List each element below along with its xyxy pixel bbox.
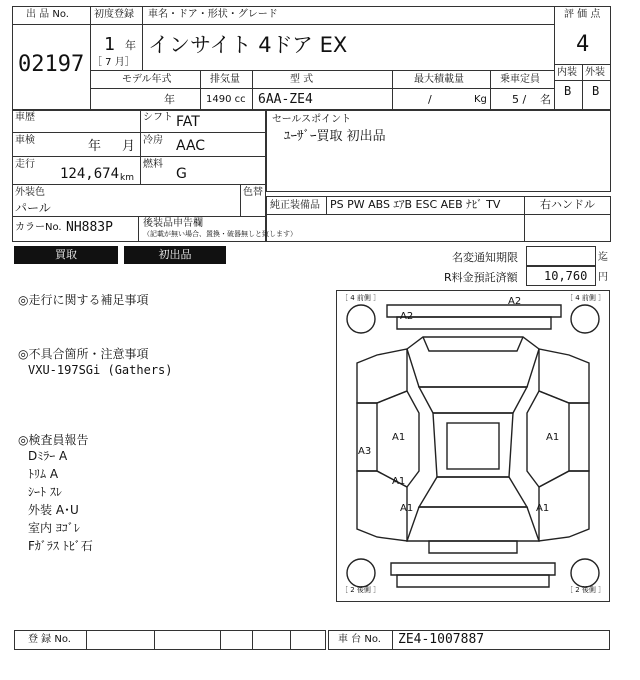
chassis-value: ZE4-1007887 <box>398 632 485 647</box>
color-no-value: NH883P <box>66 220 113 235</box>
damage-mark-left-front-door: A1 <box>392 432 406 443</box>
damage-mark-right-front-door: A1 <box>546 432 560 443</box>
inspector-line: Dﾐﾗｰ A <box>28 449 68 463</box>
interior-grade: B <box>564 84 572 98</box>
car-name: インサイト 4ドア EX <box>148 33 348 57</box>
inspection-label: 車検 <box>15 135 35 146</box>
aircon-label: 冷房 <box>143 135 163 146</box>
shift-value: FAT <box>176 114 200 130</box>
score-label: 評 価 点 <box>564 9 601 20</box>
exterior-grade: B <box>592 84 600 98</box>
car-outline-icon <box>337 291 609 601</box>
transfer-deadline-unit: 迄 <box>598 252 608 263</box>
history-label: 車歴 <box>15 112 35 123</box>
front-left-door-count: ［ 4 前側 ］ <box>341 294 381 302</box>
inspection-month: 月 <box>122 139 136 154</box>
ext-color-value: パール <box>15 201 51 215</box>
inspection-year: 年 <box>88 139 102 154</box>
capacity-value: 5 / <box>512 93 527 106</box>
rear-right-door-count: ［ 2 後側 ］ <box>566 586 606 594</box>
inspector-line: 室内 ﾖｺﾞﾚ <box>28 521 80 535</box>
exterior-grade-label: 外装 <box>585 67 605 78</box>
inspector-line: 外装 A･U <box>28 503 79 517</box>
first-registration-year: 1 <box>104 34 115 55</box>
damage-mark-left-rear-door: A1 <box>392 476 406 487</box>
inspector-line: Fｶﾞﾗｽ ﾄﾋﾞ石 <box>28 539 93 553</box>
recycle-fee-value: 10,760 <box>544 269 588 283</box>
lot-number: 02197 <box>18 52 85 77</box>
mileage-label: 走行 <box>15 159 35 170</box>
score-value: 4 <box>576 32 590 57</box>
first-listing-badge: 初出品 <box>124 246 226 264</box>
max-load-unit: Kg <box>474 94 487 105</box>
buyback-badge: 買取 <box>14 246 118 264</box>
inspector-line: ｼｰﾄ ｽﾚ <box>28 485 62 499</box>
max-load-label: 最大積載量 <box>414 74 464 85</box>
lot-label: 出 品 No. <box>26 9 69 20</box>
sales-point-value: ﾕｰｻﾞｰ買取 初出品 <box>284 129 386 144</box>
damage-mark-left-fender: A3 <box>358 446 372 457</box>
type-value: 6AA-ZE4 <box>258 92 313 107</box>
displacement-value: 1490 cc <box>206 94 246 105</box>
equipment-label: 純正装備品 <box>270 200 320 211</box>
registration-label: 登 録 No. <box>28 634 71 645</box>
equipment-value: PS PW ABS ｴｱB ESC AEB ﾅﾋﾞ TV <box>330 198 501 211</box>
first-registration-month: ［ 7 月］ <box>92 57 135 68</box>
damage-mark-front-bumper: A2 <box>508 296 522 307</box>
model-year-unit: 年 <box>164 93 175 106</box>
recycle-fee-unit: 円 <box>598 272 608 283</box>
fuel-value: G <box>176 166 187 182</box>
displacement-label: 排気量 <box>210 74 240 85</box>
sales-point-label: セールスポイント <box>272 114 352 125</box>
inspector-report-label: ◎検査員報告 <box>18 433 89 447</box>
damage-mark-left-quarter: A1 <box>400 503 414 514</box>
shift-label: シフト <box>143 112 173 123</box>
car-name-label: 車名・ドア・形状・グレード <box>148 9 278 20</box>
mileage-value: 124,674 <box>60 166 120 182</box>
damage-mark-right-quarter: A1 <box>536 503 550 514</box>
defects-label: ◎不具合箇所・注意事項 <box>18 347 149 361</box>
year-unit: 年 <box>125 39 136 52</box>
color-no-label: カラーNo. <box>15 222 62 233</box>
transfer-deadline-box <box>526 246 596 266</box>
aircon-value: AAC <box>176 138 206 154</box>
aftermarket-label: 後装品申告欄 <box>143 218 203 229</box>
chassis-label: 車 台 No. <box>338 634 381 645</box>
capacity-unit: 名 <box>540 93 551 106</box>
first-registration-label: 初度登録 <box>94 9 134 20</box>
ext-color-label: 外装色 <box>15 187 45 198</box>
front-right-door-count: ［ 4 前側 ］ <box>566 294 606 302</box>
max-load-slash: / <box>428 93 432 106</box>
color-change-label: 色替 <box>243 187 263 198</box>
model-year-label: モデル年式 <box>122 74 172 85</box>
defects-value: VXU-197SGi (Gathers) <box>28 363 173 377</box>
recycle-fee-label: R料金預託済額 <box>444 271 518 284</box>
fuel-label: 燃料 <box>143 159 163 170</box>
capacity-label: 乗車定員 <box>500 74 540 85</box>
inspector-line: ﾄﾘﾑ A <box>28 467 59 481</box>
aftermarket-note: （記載が無い場合、置換・破器無しと致します） <box>143 230 297 238</box>
transfer-deadline-label: 名変通知期限 <box>452 251 518 264</box>
rear-left-door-count: ［ 2 後側 ］ <box>341 586 381 594</box>
type-label: 型 式 <box>290 74 314 85</box>
vehicle-diagram <box>336 290 610 602</box>
mileage-unit: km <box>120 173 134 183</box>
driving-notes-label: ◎走行に関する補足事項 <box>18 293 149 307</box>
steering-value: 右ハンドル <box>540 198 595 211</box>
interior-grade-label: 内装 <box>557 67 577 78</box>
damage-mark-hood-front: A2 <box>400 311 414 322</box>
